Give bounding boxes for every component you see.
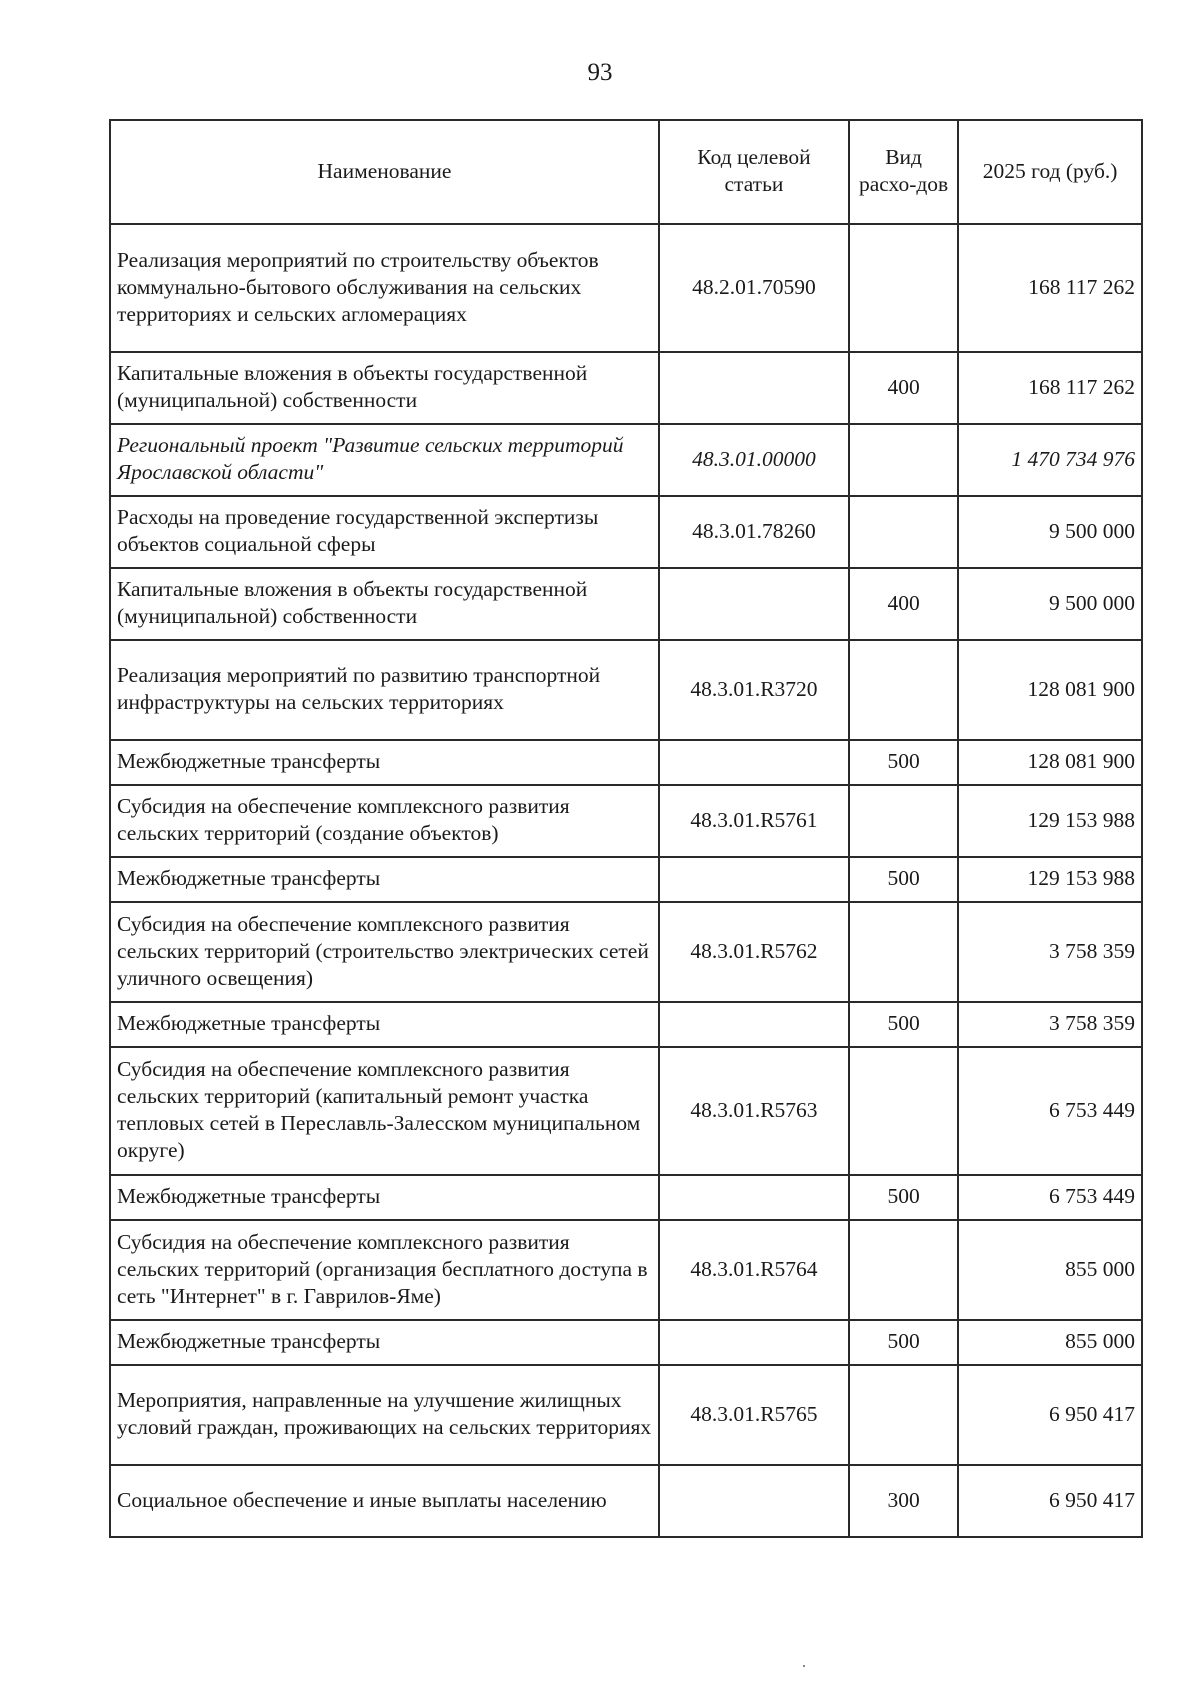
code-cell bbox=[659, 1465, 849, 1537]
name-cell: Социальное обеспечение и иные выплаты населению bbox=[110, 1465, 659, 1537]
name-cell: Реализация мероприятий по строительству объектов коммунально-бытового обслуживания на сельских территориях и сельских агломерациях bbox=[110, 224, 659, 352]
table-row bbox=[110, 568, 1142, 640]
budget-table bbox=[109, 119, 1143, 1538]
kind-cell: 500 bbox=[849, 1320, 958, 1365]
amount-cell: 168 117 262 bbox=[958, 224, 1142, 352]
table-header bbox=[110, 120, 1142, 224]
name-cell: Региональный проект "Развитие сельских территорий Ярославской области" bbox=[110, 424, 659, 496]
table-row bbox=[110, 785, 1142, 857]
code-cell bbox=[659, 568, 849, 640]
amount-cell: 1 470 734 976 bbox=[958, 424, 1142, 496]
amount-cell: 9 500 000 bbox=[958, 568, 1142, 640]
amount-cell: 9 500 000 bbox=[958, 496, 1142, 568]
kind-cell: 400 bbox=[849, 352, 958, 424]
kind-cell: 400 bbox=[849, 568, 958, 640]
kind-cell bbox=[849, 1365, 958, 1465]
kind-cell bbox=[849, 902, 958, 1002]
kind-cell bbox=[849, 1220, 958, 1320]
table-row bbox=[110, 224, 1142, 352]
scan-speck bbox=[803, 1665, 805, 1667]
kind-cell bbox=[849, 1047, 958, 1175]
name-cell: Межбюджетные трансферты bbox=[110, 1175, 659, 1220]
table-row bbox=[110, 352, 1142, 424]
amount-cell: 129 153 988 bbox=[958, 785, 1142, 857]
code-cell: 48.3.01.R3720 bbox=[659, 640, 849, 740]
name-cell: Субсидия на обеспечение комплексного развития сельских территорий (капитальный ремонт участка тепловых сетей в Переславль-Залесском муниципальном округе) bbox=[110, 1047, 659, 1175]
kind-cell bbox=[849, 224, 958, 352]
kind-cell: 500 bbox=[849, 1175, 958, 1220]
kind-cell: 300 bbox=[849, 1465, 958, 1537]
code-cell: 48.3.01.R5761 bbox=[659, 785, 849, 857]
table-row bbox=[110, 902, 1142, 1002]
header-kind: Вид расхо-дов bbox=[849, 120, 958, 224]
kind-cell bbox=[849, 640, 958, 740]
kind-cell: 500 bbox=[849, 740, 958, 785]
page-number: 93 bbox=[587, 59, 613, 86]
table-row bbox=[110, 1002, 1142, 1047]
name-cell: Межбюджетные трансферты bbox=[110, 857, 659, 902]
amount-cell: 168 117 262 bbox=[958, 352, 1142, 424]
amount-cell: 6 753 449 bbox=[958, 1175, 1142, 1220]
kind-cell bbox=[849, 496, 958, 568]
amount-cell: 855 000 bbox=[958, 1320, 1142, 1365]
table-row bbox=[110, 740, 1142, 785]
name-cell: Мероприятия, направленные на улучшение жилищных условий граждан, проживающих на сельских территориях bbox=[110, 1365, 659, 1465]
amount-cell: 3 758 359 bbox=[958, 1002, 1142, 1047]
kind-cell bbox=[849, 424, 958, 496]
amount-cell: 6 950 417 bbox=[958, 1365, 1142, 1465]
code-cell: 48.3.01.R5762 bbox=[659, 902, 849, 1002]
kind-cell bbox=[849, 785, 958, 857]
amount-cell: 6 950 417 bbox=[958, 1465, 1142, 1537]
header-name: Наименование bbox=[110, 120, 659, 224]
name-cell: Субсидия на обеспечение комплексного развития сельских территорий (организация бесплатного доступа в сеть "Интернет" в г. Гаврилов-Яме) bbox=[110, 1220, 659, 1320]
name-cell: Межбюджетные трансферты bbox=[110, 1002, 659, 1047]
code-cell: 48.3.01.R5763 bbox=[659, 1047, 849, 1175]
code-cell bbox=[659, 1320, 849, 1365]
header-amount: 2025 год (руб.) bbox=[958, 120, 1142, 224]
name-cell: Капитальные вложения в объекты государственной (муниципальной) собственности bbox=[110, 352, 659, 424]
table-row bbox=[110, 424, 1142, 496]
code-cell bbox=[659, 352, 849, 424]
amount-cell: 129 153 988 bbox=[958, 857, 1142, 902]
table-row bbox=[110, 496, 1142, 568]
name-cell: Межбюджетные трансферты bbox=[110, 740, 659, 785]
code-cell bbox=[659, 1002, 849, 1047]
name-cell: Капитальные вложения в объекты государственной (муниципальной) собственности bbox=[110, 568, 659, 640]
code-cell: 48.3.01.78260 bbox=[659, 496, 849, 568]
code-cell bbox=[659, 740, 849, 785]
amount-cell: 6 753 449 bbox=[958, 1047, 1142, 1175]
kind-cell: 500 bbox=[849, 857, 958, 902]
code-cell: 48.2.01.70590 bbox=[659, 224, 849, 352]
header-code: Код целевой статьи bbox=[659, 120, 849, 224]
amount-cell: 3 758 359 bbox=[958, 902, 1142, 1002]
code-cell bbox=[659, 857, 849, 902]
name-cell: Субсидия на обеспечение комплексного развития сельских территорий (создание объектов) bbox=[110, 785, 659, 857]
code-cell: 48.3.01.R5765 bbox=[659, 1365, 849, 1465]
name-cell: Реализация мероприятий по развитию транспортной инфраструктуры на сельских территориях bbox=[110, 640, 659, 740]
table-row bbox=[110, 1320, 1142, 1365]
name-cell: Межбюджетные трансферты bbox=[110, 1320, 659, 1365]
table-row bbox=[110, 1465, 1142, 1537]
table-body bbox=[110, 224, 1142, 1537]
code-cell: 48.3.01.R5764 bbox=[659, 1220, 849, 1320]
table-row bbox=[110, 857, 1142, 902]
table-row bbox=[110, 1047, 1142, 1175]
table-row bbox=[110, 1175, 1142, 1220]
amount-cell: 128 081 900 bbox=[958, 640, 1142, 740]
header-row bbox=[110, 120, 1142, 224]
table-row bbox=[110, 1365, 1142, 1465]
table-row bbox=[110, 1220, 1142, 1320]
kind-cell: 500 bbox=[849, 1002, 958, 1047]
name-cell: Расходы на проведение государственной экспертизы объектов социальной сферы bbox=[110, 496, 659, 568]
table-row bbox=[110, 640, 1142, 740]
amount-cell: 128 081 900 bbox=[958, 740, 1142, 785]
amount-cell: 855 000 bbox=[958, 1220, 1142, 1320]
code-cell bbox=[659, 1175, 849, 1220]
name-cell: Субсидия на обеспечение комплексного развития сельских территорий (строительство электрических сетей уличного освещения) bbox=[110, 902, 659, 1002]
code-cell: 48.3.01.00000 bbox=[659, 424, 849, 496]
